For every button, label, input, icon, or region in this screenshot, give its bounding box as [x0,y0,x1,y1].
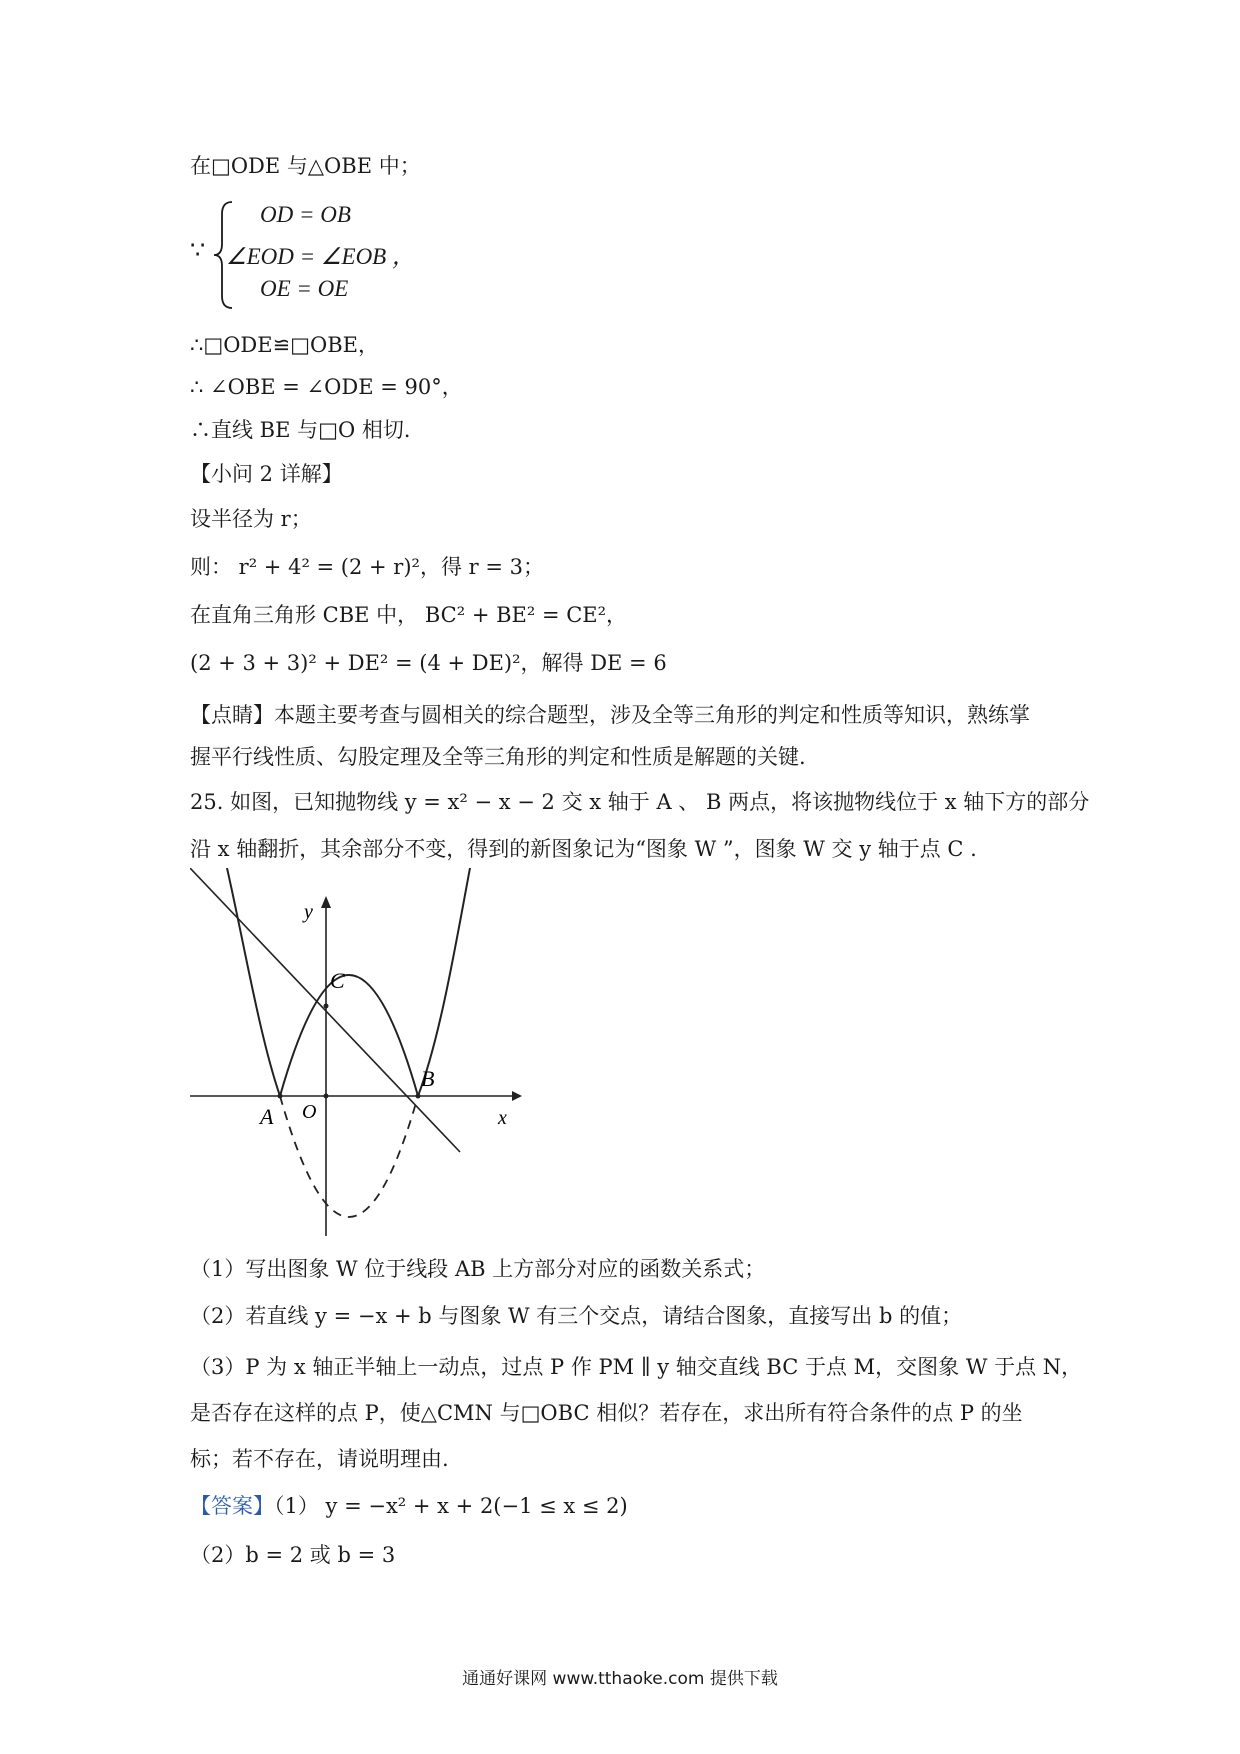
page-footer: 通通好课网 www.tthaoke.com 提供下载 [462,1669,778,1689]
label-o: O [302,1101,317,1123]
label-x: x [498,1107,507,1129]
comment-line-1: 【点睛】本题主要考查与圆相关的综合题型，涉及全等三角形的判定和性质等知识，熟练掌 [190,703,1030,727]
point-b [416,1094,421,1099]
text-line-8: 在直角三角形 CBE 中， BC² + BE² = CE²， [190,603,628,627]
system-row-3: OE = OE [260,276,349,301]
problem-25-line-2: 沿 x 轴翻折，其余部分不变，得到的新图象记为“图象 W ”，图象 W 交 y 轴于点 C . [190,837,977,861]
question-1: （1）写出图象 W 位于线段 AB 上方部分对应的函数关系式； [190,1257,766,1281]
label-y: y [304,901,313,923]
system-row-2: ∠EOD = ∠EOB ， [226,244,415,269]
question-3-line-3: 标；若不存在，请说明理由. [190,1447,449,1471]
question-2: （2）若直线 y = −x + b 与图象 W 有三个交点，请结合图象，直接写出 b 的值； [190,1304,963,1328]
system-row-1: OD = OB [260,202,351,227]
question-3-line-2: 是否存在这样的点 P，使△CMN 与□OBC 相似？若存在，求出所有符合条件的点 P 的坐 [190,1401,1023,1425]
equation-system [190,198,450,310]
text-line-2: ∴□ODE≌□OBE， [190,333,379,357]
dashed-arc [280,1096,418,1217]
right-branch [418,868,470,1096]
comment-line-2: 握平行线性质、勾股定理及全等三角形的判定和性质是解题的关键. [190,745,806,769]
parabola-figure [190,868,530,1238]
question-3-line-1: （3）P 为 x 轴正半轴上一动点，过点 P 作 PM ∥ y 轴交直线 BC 于点 M，交图象 W 于点 N， [190,1355,1083,1379]
label-b: B [421,1066,435,1091]
answer-tag: 【答案】 [190,1494,274,1518]
y-axis-arrow [321,896,331,908]
label-c: C [330,968,345,993]
answer-line-1 [190,1491,628,1521]
origin-point [324,1094,329,1099]
text-line-6: 设半径为 r； [190,507,312,531]
point-c [324,1004,329,1009]
point-a [278,1094,283,1099]
text-line-9: (2 + 3 + 3)² + DE² = (4 + DE)²，解得 DE = 6 [190,651,667,675]
because-symbol: ∵ [190,236,206,264]
label-a: A [260,1104,274,1129]
section-heading-2: 【小问 2 详解】 [190,462,343,486]
text-line-1: 在□ODE 与△OBE 中； [190,154,421,178]
answer-line-2: （2）b = 2 或 b = 3 [190,1543,396,1567]
line-bc [190,868,460,1152]
text-line-3: ∴ ∠OBE = ∠ODE = 90°， [190,375,463,399]
text-line-4: ∴直线 BE 与□O 相切． [190,418,425,442]
problem-25-line-1: 25. 如图，已知抛物线 y = x² − x − 2 交 x 轴于 A 、 B 两点，将该抛物线位于 x 轴下方的部分 [190,790,1090,814]
left-branch [227,868,280,1096]
answer-1: （1） y = −x² + x + 2(−1 ≤ x ≤ 2) [274,1494,628,1518]
x-axis-arrow [512,1091,522,1101]
text-line-7: 则： r² + 4² = (2 + r)²，得 r = 3； [190,555,544,579]
